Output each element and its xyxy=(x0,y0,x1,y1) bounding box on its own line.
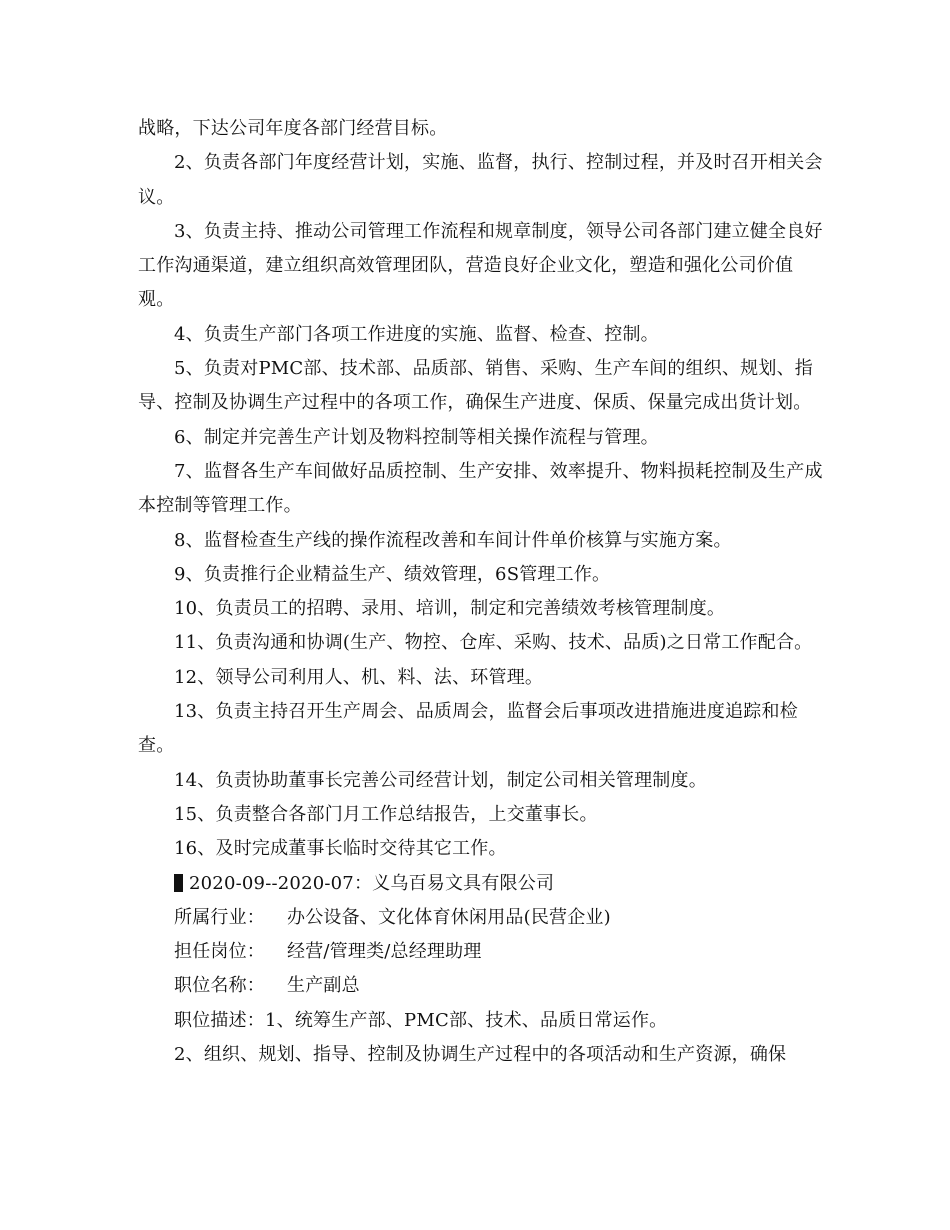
description-label: 职位描述： xyxy=(174,1009,265,1031)
job-industry-row xyxy=(138,901,828,935)
paragraph-item-3: 3、负责主持、推动公司管理工作流程和规章制度，领导公司各部门建立健全良好工作沟通渠道，建立组织高效管理团队，营造良好企业文化，塑造和强化公司价值观。 xyxy=(138,220,823,311)
paragraph-item-16: 16、及时完成董事长临时交待其它工作。 xyxy=(174,838,507,860)
paragraph-item-11: 11、负责沟通和协调(生产、物控、仓库、采购、技术、品质)之日常工作配合。 xyxy=(174,632,813,654)
description-item-2-text: 2、组织、规划、指导、控制及协调生产过程中的各项活动和生产资源，确保 xyxy=(174,1044,787,1066)
paragraph-item-4: 4、负责生产部门各项工作进度的实施、监督、检查、控制。 xyxy=(174,323,659,345)
document-body xyxy=(138,112,828,1072)
job-header xyxy=(138,867,828,901)
title-value: 生产副总 xyxy=(287,975,360,997)
job-description-item-2 xyxy=(138,1038,828,1072)
paragraph-item-6: 6、制定并完善生产计划及物料控制等相关操作流程与管理。 xyxy=(174,426,659,448)
job-header-text: 2020-09--2020-07：义乌百易文具有限公司 xyxy=(189,872,555,894)
paragraph-item-8: 8、监督检查生产线的操作流程改善和车间计件单价核算与实施方案。 xyxy=(174,529,732,551)
job-position-row xyxy=(138,935,828,969)
position-value: 经营/管理类/总经理助理 xyxy=(287,941,482,963)
paragraph-item-12: 12、领导公司利用人、机、料、法、环管理。 xyxy=(174,666,544,688)
paragraph-item-7: 7、监督各生产车间做好品质控制、生产安排、效率提升、物料损耗控制及生产成本控制等管理工作。 xyxy=(138,460,823,517)
paragraph-item-9: 9、负责推行企业精益生产、绩效管理，6S管理工作。 xyxy=(174,563,611,585)
position-label: 担任岗位： xyxy=(174,941,265,963)
paragraph-item-10: 10、负责员工的招聘、录用、培训，制定和完善绩效考核管理制度。 xyxy=(174,598,726,620)
block-marker-icon xyxy=(174,874,183,892)
paragraph-item-14: 14、负责协助董事长完善公司经营计划，制定公司相关管理制度。 xyxy=(174,769,707,791)
job-title-row xyxy=(138,969,828,1003)
industry-label: 所属行业： xyxy=(174,906,265,928)
industry-value: 办公设备、文化体育休闲用品(民营企业) xyxy=(287,906,611,928)
paragraph-item-15: 15、负责整合各部门月工作总结报告，上交董事长。 xyxy=(174,803,598,825)
paragraph-item-2: 2、负责各部门年度经营计划，实施、监督，执行、控制过程，并及时召开相关会议。 xyxy=(138,152,823,208)
description-value: 1、统筹生产部、PMC部、技术、品质日常运作。 xyxy=(265,1009,668,1031)
paragraph-item-13: 13、负责主持召开生产周会、品质周会，监督会后事项改进措施进度追踪和检查。 xyxy=(138,701,798,757)
title-label: 职位名称： xyxy=(174,975,265,997)
paragraph-item-5: 5、负责对PMC部、技术部、品质部、销售、采购、生产车间的组织、规划、指导、控制及协调生产过程中的各项工作，确保生产进度、保质、保量完成出货计划。 xyxy=(138,358,813,414)
job-description-row xyxy=(138,1004,828,1038)
paragraph-continuation: 战略，下达公司年度各部门经营目标。 xyxy=(138,118,448,139)
